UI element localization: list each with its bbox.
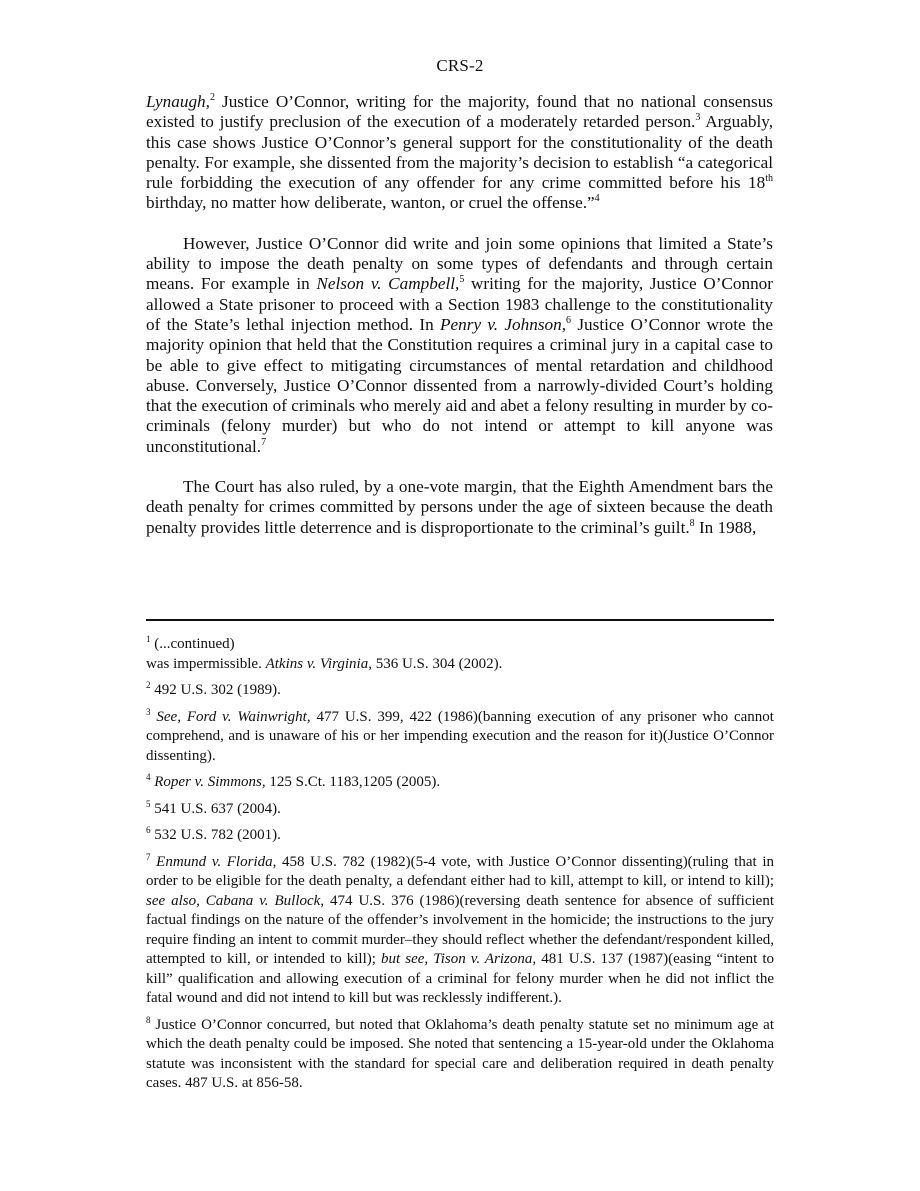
paragraph-1: [146, 92, 773, 214]
footnote-ref: 7: [261, 436, 267, 448]
footnote-divider: [146, 619, 774, 621]
footnote-4: [146, 773, 774, 793]
footnote-ref: 5: [459, 274, 465, 286]
footnote-text: ,: [424, 951, 434, 967]
paragraph-text: Arguably, this case shows Justice O’Connor’s general support for the constitutionality of the death penalty. For example, she dissented from the majority’s decision to establish “a categorical rule forbidding the execution of any offender for any crime committed before his 18: [146, 112, 773, 193]
footnote-text: was impermissible.: [146, 655, 266, 672]
case-citation: Tison v. Arizona: [433, 951, 533, 967]
footnote-2: [146, 681, 774, 701]
footnote-text: Justice O’Connor concurred, but noted that Oklahoma’s death penalty statute set no minimum age at which the death penalty could be imposed. She noted that sentencing a 15-year-old under the Oklahoma statute was inconsistent with the standard for special care and deliberation required in death penalty cases. 487 U.S. at 856-58.: [146, 1016, 774, 1091]
case-citation: Lynaugh,: [146, 92, 210, 111]
case-citation: Nelson v. Campbell,: [316, 274, 460, 294]
footnote-number: 2: [146, 680, 151, 690]
paragraph-2: [146, 234, 773, 457]
footnote-5: [146, 800, 774, 820]
case-citation: See, Ford v. Wainwright: [150, 708, 307, 725]
page-number-header: CRS-2: [436, 56, 484, 75]
paragraph-text: Justice O’Connor wrote the majority opinion that held that the Constitution requires a criminal jury in a capital case to be able to give effect to mitigating circumstances of mental retardation and childhood abuse. Conversely, Justice O’Connor dissented from a narrowly-divided Court’s holding that the execution of criminals who merely aid and abet a felony resulting in murder by co-criminals (felony murder) but who do not intend or attempt to kill anyone was unconstitutional.: [146, 314, 773, 456]
case-citation: but see: [381, 951, 425, 967]
paragraph-text: birthday, no matter how deliberate, wanton, or cruel the offense.”: [146, 193, 595, 213]
footnote-text: , 474 U.S. 376 (1986)(reversing death sentence for absence of sufficient factual findings on the nature of the offender’s involvement in the homicide; the instructions to the jury require finding an intent to commit murder–they should reflect whether the defendant/respondent killed, attempted to kill, or intended to kill);: [146, 892, 774, 967]
case-citation: Atkins v. Virginia: [265, 655, 369, 672]
case-citation: see also, Cabana v. Bullock: [146, 892, 321, 909]
footnote-number: 5: [146, 798, 151, 809]
footnote-text: , 458 U.S. 782 (1982)(5-4 vote, with Justice O’Connor dissenting)(ruling that in order to be eligible for the death penalty, a defendant either had to kill, attempt to kill, or intend to kill);: [146, 853, 774, 889]
paragraph-text: The Court has also ruled, by a one-vote margin, that the Eighth Amendment bars the death penalty for crimes committed by persons under the age of sixteen because the death penalty provides little deterrence and is disproportionate to the criminal’s guilt.: [146, 477, 773, 537]
footnote-ref: 8: [689, 517, 695, 529]
footnote-number: 3: [146, 706, 151, 717]
footnote-7: [146, 853, 774, 1009]
footnote-text: , 536 U.S. 304 (2002).: [368, 655, 503, 672]
footnote-6: [146, 826, 774, 846]
case-citation: Roper v. Simmons: [150, 774, 262, 790]
footnote-8: [146, 1016, 774, 1094]
paragraph-text: However, Justice O’Connor did write and join some opinions that limited a State’s ability to impose the death penalty on some types of defendants and through certain means. For example in: [146, 233, 773, 294]
footnote-text: , 477 U.S. 399, 422 (1986)(banning execution of any prisoner who cannot comprehend, and is unaware of his or her impending execution and the reason for it)(Justice O’Connor dissenting).: [146, 708, 774, 764]
footnote-number: 6: [146, 825, 151, 835]
paragraph-3: [146, 477, 773, 538]
footnotes: [146, 635, 774, 1101]
case-citation: Enmund v. Florida: [150, 853, 273, 870]
footnote-text: 541 U.S. 637 (2004).: [150, 800, 281, 817]
body-text: [146, 92, 773, 558]
paragraph-text: writing for the majority, Justice O’Connor allowed a State prisoner to proceed with a Section 1983 challenge to the constitutionality of the State’s lethal injection method. In: [146, 274, 773, 334]
footnote-1: [146, 635, 774, 674]
footnote-text: 532 U.S. 782 (2001).: [150, 827, 281, 843]
footnote-text: (...continued): [150, 636, 235, 652]
footnote-ref: 3: [695, 112, 701, 124]
footnote-text: , 125 S.Ct. 1183,1205 (2005).: [261, 774, 441, 790]
footnote-ref: 4: [594, 193, 600, 205]
footnote-text: , 481 U.S. 137 (1987)(easing “intent to kill” qualification and allowing execution of a criminal for felony murder when he did not inflict the fatal wound and did not intend to kill but was recklessly indifferent.).: [146, 951, 775, 1006]
case-citation: Penry v. Johnson,: [440, 314, 567, 334]
footnote-ref: 6: [566, 314, 572, 326]
footnote-number: 7: [146, 851, 151, 862]
footnote-3: [146, 708, 774, 767]
footnote-ref: 2: [209, 92, 215, 103]
footnote-number: 8: [146, 1014, 151, 1025]
paragraph-text: Justice O’Connor, writing for the majority, found that no national consensus existed to justify preclusion of the execution of a moderately retarded person.: [146, 92, 773, 132]
paragraph-text: In 1988,: [694, 517, 757, 537]
footnote-number: 1: [146, 634, 151, 644]
footnote-number: 4: [146, 772, 151, 782]
footnote-text: 492 U.S. 302 (1989).: [150, 682, 281, 698]
ordinal-suffix: th: [765, 173, 773, 185]
